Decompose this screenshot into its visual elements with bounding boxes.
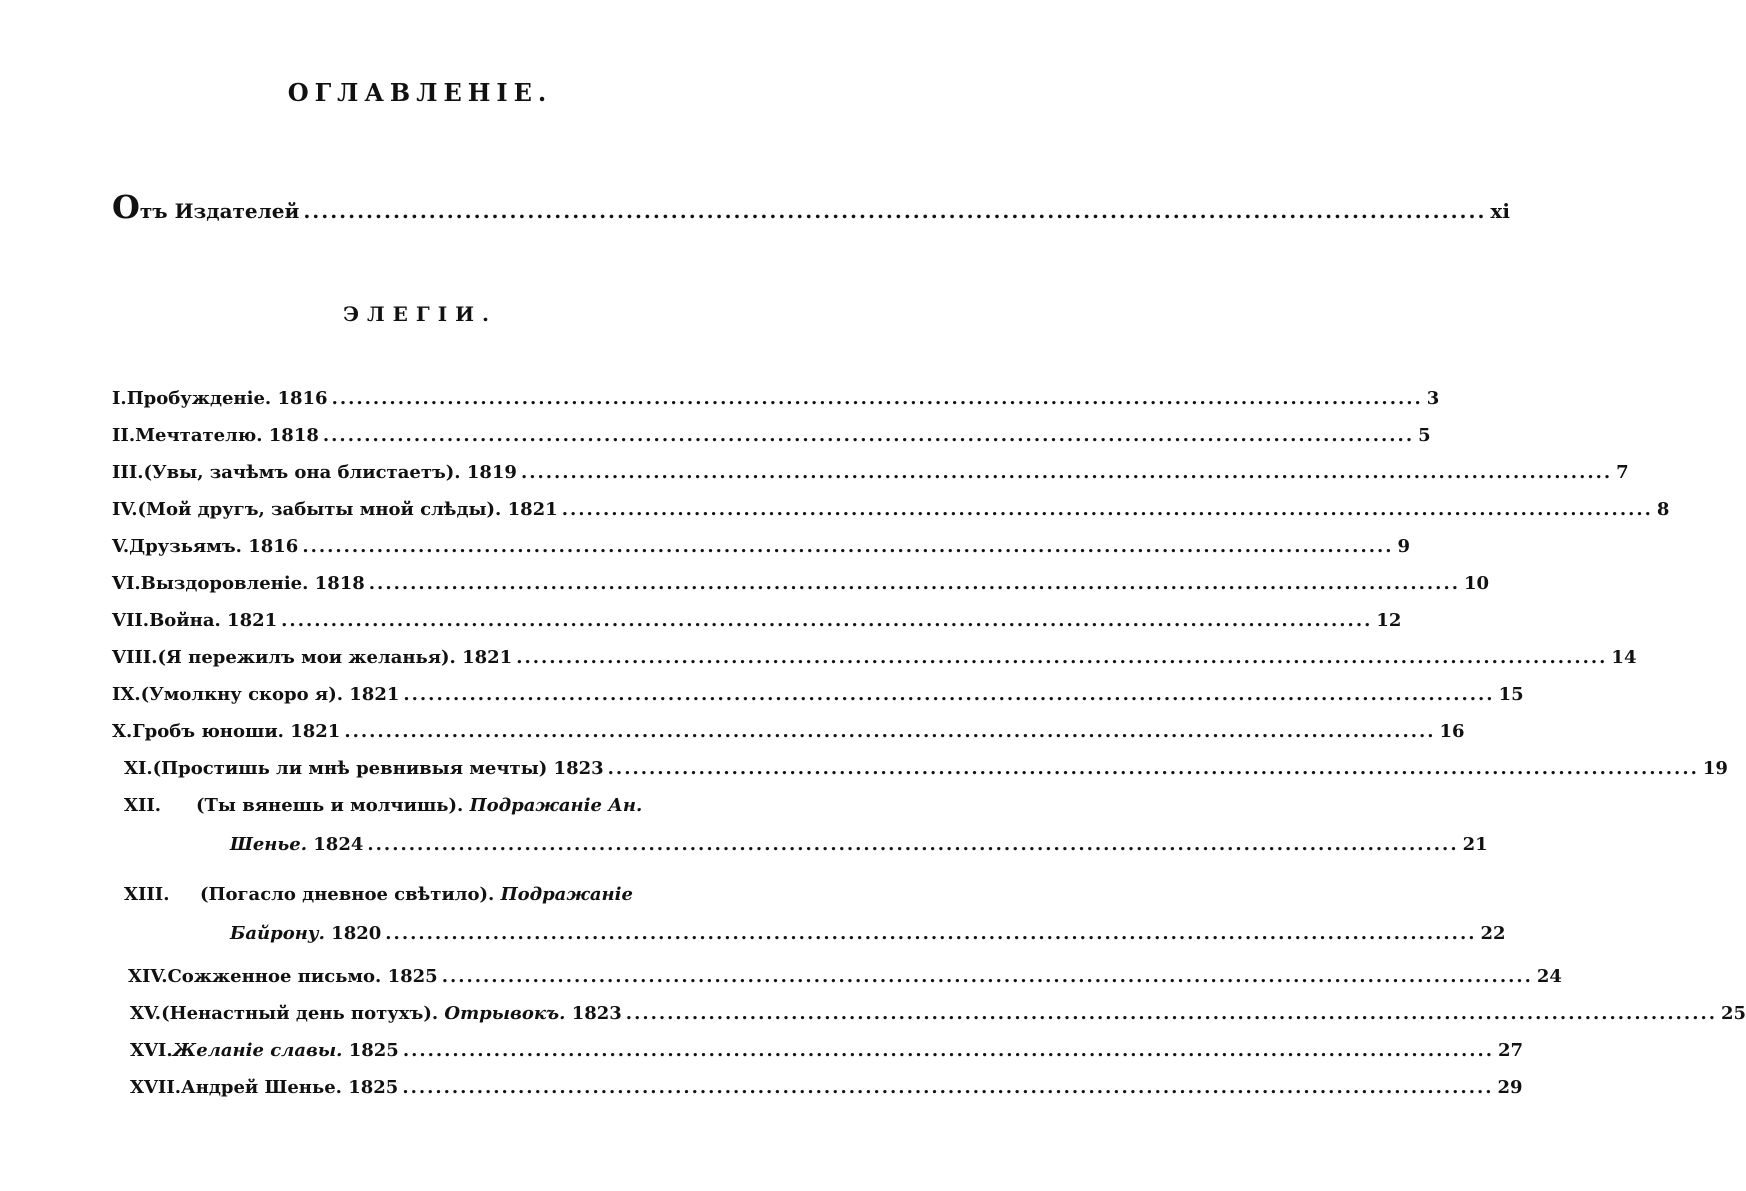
leader-dots: ....................................................................................................................................: [625, 1003, 1717, 1024]
toc-entry: [112, 462, 1629, 498]
leader-dots: ....................................................................................................................................: [402, 1077, 1494, 1098]
entry-page: 25: [1721, 1003, 1746, 1024]
entry-year: 1818: [268, 425, 319, 446]
leader-dots: ....................................................................................................................................: [344, 721, 1436, 742]
entry-number: VIII.: [112, 647, 158, 668]
entry-page: 10: [1463, 573, 1490, 594]
leader-dots: ....................................................................................................................................: [281, 610, 1373, 631]
entry-year: 1824: [313, 834, 364, 855]
entry-subtitle: Отрывокъ.: [444, 1003, 566, 1024]
entry-number: XIII.: [124, 884, 170, 905]
entry-year: 1821: [227, 610, 278, 631]
leader-dots: ....................................................................................................................................: [607, 758, 1699, 779]
entry-page: 14: [1611, 647, 1637, 668]
entry-page: 19: [1702, 758, 1728, 779]
leader-dots: ....................................................................................................................................: [516, 647, 1608, 668]
toc-entry: [130, 1040, 1524, 1076]
entry-title: (Простишь ли мнѣ ревнивыя мечты): [152, 758, 548, 779]
entry-number: I.: [112, 388, 127, 409]
entry-title: (Мой другъ, забыты мной слѣды).: [137, 499, 502, 520]
entry-title: Гробъ юноши.: [132, 721, 284, 742]
entry-number: V.: [112, 536, 130, 557]
toc-entry: [112, 388, 1440, 424]
toc-entry: [130, 1077, 1523, 1113]
entry-title: Сожженное письмо.: [167, 966, 382, 987]
entry-number: X.: [112, 721, 133, 742]
entry-page: 15: [1498, 684, 1524, 705]
entry-page: 24: [1536, 966, 1562, 987]
toc-entry: [112, 721, 1465, 757]
toc-entry: [124, 884, 768, 920]
toc-entry: [124, 758, 1728, 794]
entry-subtitle: Подражаніе Ан.: [469, 795, 643, 816]
entry-number: VI.: [112, 573, 141, 594]
toc-entry: [112, 499, 1670, 535]
entry-title: (Я пережилъ мои желанья).: [157, 647, 456, 668]
leader-dots: ....................................................................................................................................: [302, 536, 1394, 557]
leader-dots: ....................................................................................................................................: [520, 462, 1613, 483]
entry-title: (Увы, зачѣмъ она блистаетъ).: [143, 462, 461, 483]
toc-entry: [124, 795, 768, 831]
entry-page: 7: [1616, 462, 1629, 483]
entry-year: 1823: [553, 758, 604, 779]
toc-entry-continuation: [230, 834, 1488, 870]
entry-subtitle: Подражаніе: [500, 884, 633, 905]
entry-year: 1820: [331, 923, 382, 944]
entry-title: Пробужденіе.: [126, 388, 272, 409]
entry-title: Андрей Шенье.: [181, 1077, 342, 1098]
entry-year: 1816: [277, 388, 328, 409]
entry-number: XVI.: [130, 1040, 173, 1061]
entry-number: VII.: [112, 610, 150, 631]
entry-year: 1825: [387, 966, 438, 987]
entry-title: (Умолкну скоро я).: [140, 684, 343, 705]
toc-entry: [128, 966, 1562, 1002]
entry-number: IV.: [112, 499, 138, 520]
entry-year: 1818: [314, 573, 365, 594]
entry-page: 8: [1656, 499, 1670, 520]
preface-page: xi: [1490, 199, 1510, 223]
entry-title: Выздоровленіе.: [140, 573, 309, 594]
leader-dots: ....................................................................................................................................: [368, 573, 1460, 594]
entry-title: (Погасло дневное свѣтило).: [200, 884, 495, 905]
entry-year: 1821: [290, 721, 341, 742]
entry-year: 1825: [348, 1040, 399, 1061]
entry-number: IX.: [112, 684, 141, 705]
entry-year: 1821: [462, 647, 513, 668]
entry-page: 27: [1498, 1040, 1524, 1061]
entry-year: 1821: [349, 684, 400, 705]
leader-dots: ....................................................................................................................................: [367, 834, 1459, 855]
leader-dots: ....................................................................................................................................: [303, 199, 1487, 223]
entry-number: XIV.: [128, 966, 168, 987]
toc-entry: [112, 425, 1431, 461]
entry-title: Война.: [149, 610, 221, 631]
entry-subtitle-cont: Шенье.: [230, 834, 307, 855]
entry-title: Мечтателю.: [135, 425, 263, 446]
page-title: ОГЛАВЛЕНІЕ.: [287, 78, 553, 107]
toc-entry: [112, 647, 1637, 683]
entry-page: 3: [1426, 388, 1440, 409]
toc-entry: [112, 573, 1490, 609]
entry-page: 9: [1397, 536, 1411, 557]
toc-entry: [112, 684, 1524, 720]
entry-page: 16: [1439, 721, 1465, 742]
entry-number: XII.: [124, 795, 162, 816]
entry-number: XV.: [130, 1003, 162, 1024]
entry-title: Желаніе славы.: [172, 1040, 343, 1061]
preface-entry: [112, 188, 1510, 226]
toc-entry: [130, 1003, 1746, 1039]
entry-title: (Ты вянешь и молчишь).: [196, 795, 464, 816]
entry-page: 21: [1462, 834, 1488, 855]
preface-title: тъ Издателей: [139, 199, 300, 223]
preface-initial: О: [112, 188, 140, 226]
entry-title: Друзьямъ.: [129, 536, 242, 557]
entry-page: 12: [1376, 610, 1402, 631]
section-title: ЭЛЕГІИ.: [343, 302, 497, 326]
toc-entry: [112, 610, 1402, 646]
entry-year: 1819: [466, 462, 517, 483]
leader-dots: ....................................................................................................................................: [402, 1040, 1495, 1061]
entry-year: 1816: [248, 536, 299, 557]
leader-dots: ....................................................................................................................................: [331, 388, 1423, 409]
entry-number: II.: [112, 425, 136, 446]
entry-number: XI.: [124, 758, 153, 779]
toc-entry-continuation: [230, 923, 1506, 959]
entry-number: XVII.: [130, 1077, 182, 1098]
leader-dots: ....................................................................................................................................: [441, 966, 1533, 987]
entry-title: (Ненастный день потухъ).: [161, 1003, 439, 1024]
entry-page: 29: [1497, 1077, 1523, 1098]
entry-subtitle-cont: Байрону.: [230, 923, 325, 944]
leader-dots: ....................................................................................................................................: [403, 684, 1495, 705]
leader-dots: ....................................................................................................................................: [385, 923, 1477, 944]
entry-year: 1821: [507, 499, 558, 520]
toc-entry: [112, 536, 1411, 572]
leader-dots: ....................................................................................................................................: [322, 425, 1415, 446]
entry-year: 1823: [571, 1003, 622, 1024]
entry-number: III.: [112, 462, 144, 483]
entry-page: 5: [1418, 425, 1431, 446]
leader-dots: ....................................................................................................................................: [561, 499, 1653, 520]
entry-page: 22: [1480, 923, 1506, 944]
entry-year: 1825: [348, 1077, 399, 1098]
